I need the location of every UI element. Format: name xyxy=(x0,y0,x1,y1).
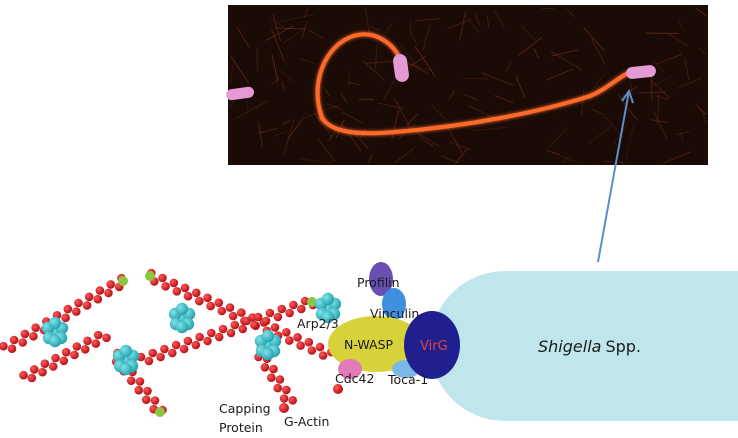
actin-monomer xyxy=(207,329,216,338)
actin-monomer xyxy=(271,323,280,332)
actin-monomer xyxy=(277,305,286,314)
actin-monomer xyxy=(83,301,92,310)
actin-monomer xyxy=(231,321,240,330)
actin-monomer xyxy=(41,359,50,368)
actin-monomer xyxy=(94,295,103,304)
capping-protein xyxy=(118,276,128,286)
actin-monomer xyxy=(30,365,39,374)
actin-monomer xyxy=(282,386,291,395)
g-actin-monomer xyxy=(279,403,289,413)
arp2-3-complex xyxy=(49,317,61,329)
arp2-3-complex xyxy=(49,335,61,347)
actin-monomer xyxy=(38,368,47,377)
actin-monomer xyxy=(134,386,143,395)
capping-protein xyxy=(145,271,155,281)
label-shigella-genus: Shigella xyxy=(538,337,602,356)
actin-monomer xyxy=(269,365,278,374)
actin-monomer xyxy=(273,384,282,393)
actin-monomer xyxy=(262,317,271,326)
label-shigella-suffix: Spp. xyxy=(605,337,641,356)
actin-monomer xyxy=(28,374,37,383)
arp2-3-complex xyxy=(120,345,132,357)
actin-monomer xyxy=(142,395,151,404)
label-capping-line1: Capping xyxy=(219,401,271,416)
actin-monomer xyxy=(8,344,17,353)
actin-monomer xyxy=(81,345,90,354)
label-arp2-3: Arp2/3 xyxy=(297,316,339,331)
actin-monomer xyxy=(242,317,251,326)
actin-monomer xyxy=(0,342,8,351)
arp2-3-complex xyxy=(262,330,274,342)
actin-monomer xyxy=(64,305,73,314)
actin-monomer xyxy=(18,338,27,347)
actin-monomer xyxy=(168,349,177,358)
micrograph-panel xyxy=(225,5,708,165)
actin-monomer xyxy=(72,307,81,316)
actin-monomer xyxy=(237,308,246,317)
actin-monomer xyxy=(61,314,70,323)
actin-monomer xyxy=(184,292,193,301)
actin-monomer xyxy=(203,337,212,346)
actin-monomer xyxy=(215,333,224,342)
actin-monomer xyxy=(83,337,92,346)
actin-monomer xyxy=(160,345,169,354)
actin-monomer xyxy=(319,351,328,360)
actin-monomer xyxy=(203,294,212,303)
actin-monomer xyxy=(195,333,204,342)
actin-monomer xyxy=(21,330,30,339)
actin-monomer xyxy=(316,343,325,352)
label-cdc42: Cdc42 xyxy=(335,371,375,386)
label-n-wasp: N-WASP xyxy=(344,337,394,352)
actin-monomer xyxy=(305,338,314,347)
label-virg: VirG xyxy=(420,339,448,354)
actin-monomer xyxy=(289,301,298,310)
actin-monomer xyxy=(102,334,111,343)
label-vinculin: Vinculin xyxy=(370,306,420,321)
actin-monomer xyxy=(274,313,283,322)
actin-monomer xyxy=(70,351,79,360)
actin-monomer xyxy=(192,289,201,298)
actin-monomer xyxy=(31,323,40,332)
actin-monomer xyxy=(192,341,201,350)
label-toca-1: Toca-1 xyxy=(388,372,429,387)
actin-monomer xyxy=(276,375,285,384)
actin-monomer xyxy=(218,307,227,316)
actin-monomer xyxy=(62,348,71,357)
arp2-3-complex xyxy=(322,293,334,305)
actin-monomer xyxy=(106,280,115,289)
actin-monomer xyxy=(92,339,101,348)
actin-monomer xyxy=(74,299,83,308)
actin-monomer xyxy=(282,328,291,337)
actin-monomer xyxy=(151,396,160,405)
actin-monomer xyxy=(184,337,193,346)
actin-monomer xyxy=(170,279,179,288)
actin-monomer xyxy=(29,332,38,341)
arp2-3-complex xyxy=(176,321,188,333)
actin-monomer xyxy=(161,282,170,291)
actin-monomer xyxy=(250,321,259,330)
actin-monomer xyxy=(10,336,19,345)
actin-monomer xyxy=(156,353,165,362)
actin-filament-network xyxy=(0,269,343,417)
actin-monomer xyxy=(288,396,297,405)
actin-monomer xyxy=(51,354,60,363)
arp2-3-complex xyxy=(262,348,274,360)
actin-monomer xyxy=(285,336,294,345)
actin-monomer xyxy=(261,363,270,372)
actin-monomer xyxy=(104,289,113,298)
actin-monomer xyxy=(229,312,238,321)
actin-monomer xyxy=(180,345,189,354)
actin-monomer xyxy=(172,341,181,350)
actin-monomer xyxy=(280,394,289,403)
arp2-3-complex xyxy=(176,303,188,315)
label-shigella xyxy=(538,337,641,356)
actin-monomer xyxy=(238,325,247,334)
label-profilin: Profilin xyxy=(357,275,400,290)
actin-monomer xyxy=(73,342,82,351)
actin-monomer xyxy=(227,329,236,338)
actin-monomer xyxy=(293,333,302,342)
actin-monomer xyxy=(226,303,235,312)
actin-monomer xyxy=(297,305,306,314)
label-g-actin: G-Actin xyxy=(284,414,330,429)
actin-monomer xyxy=(181,284,190,293)
actin-monomer xyxy=(285,309,294,318)
actin-monomer xyxy=(266,309,275,318)
actin-monomer xyxy=(143,387,152,396)
actin-monomer xyxy=(219,325,228,334)
actin-monomer xyxy=(254,313,263,322)
actin-monomer xyxy=(195,297,204,306)
actin-monomer xyxy=(145,357,154,366)
actin-monomer xyxy=(60,357,69,366)
actin-monomer xyxy=(308,346,317,355)
actin-mesh-fiber xyxy=(349,70,350,88)
actin-monomer xyxy=(296,341,305,350)
actin-monomer xyxy=(49,362,58,371)
actin-monomer xyxy=(127,376,136,385)
actin-monomer xyxy=(148,349,157,358)
actin-monomer xyxy=(206,302,215,311)
actin-monomer xyxy=(136,377,145,386)
actin-monomer xyxy=(173,287,182,296)
actin-monomer xyxy=(94,331,103,340)
actin-monomer xyxy=(215,298,224,307)
actin-monomer xyxy=(96,286,105,295)
label-capping-line2: Protein xyxy=(219,420,263,435)
capping-protein xyxy=(155,407,165,417)
actin-monomer xyxy=(158,274,167,283)
arp2-3-complex xyxy=(120,363,132,375)
actin-monomer xyxy=(267,373,276,382)
actin-monomer xyxy=(19,371,28,380)
actin-monomer xyxy=(85,293,94,302)
